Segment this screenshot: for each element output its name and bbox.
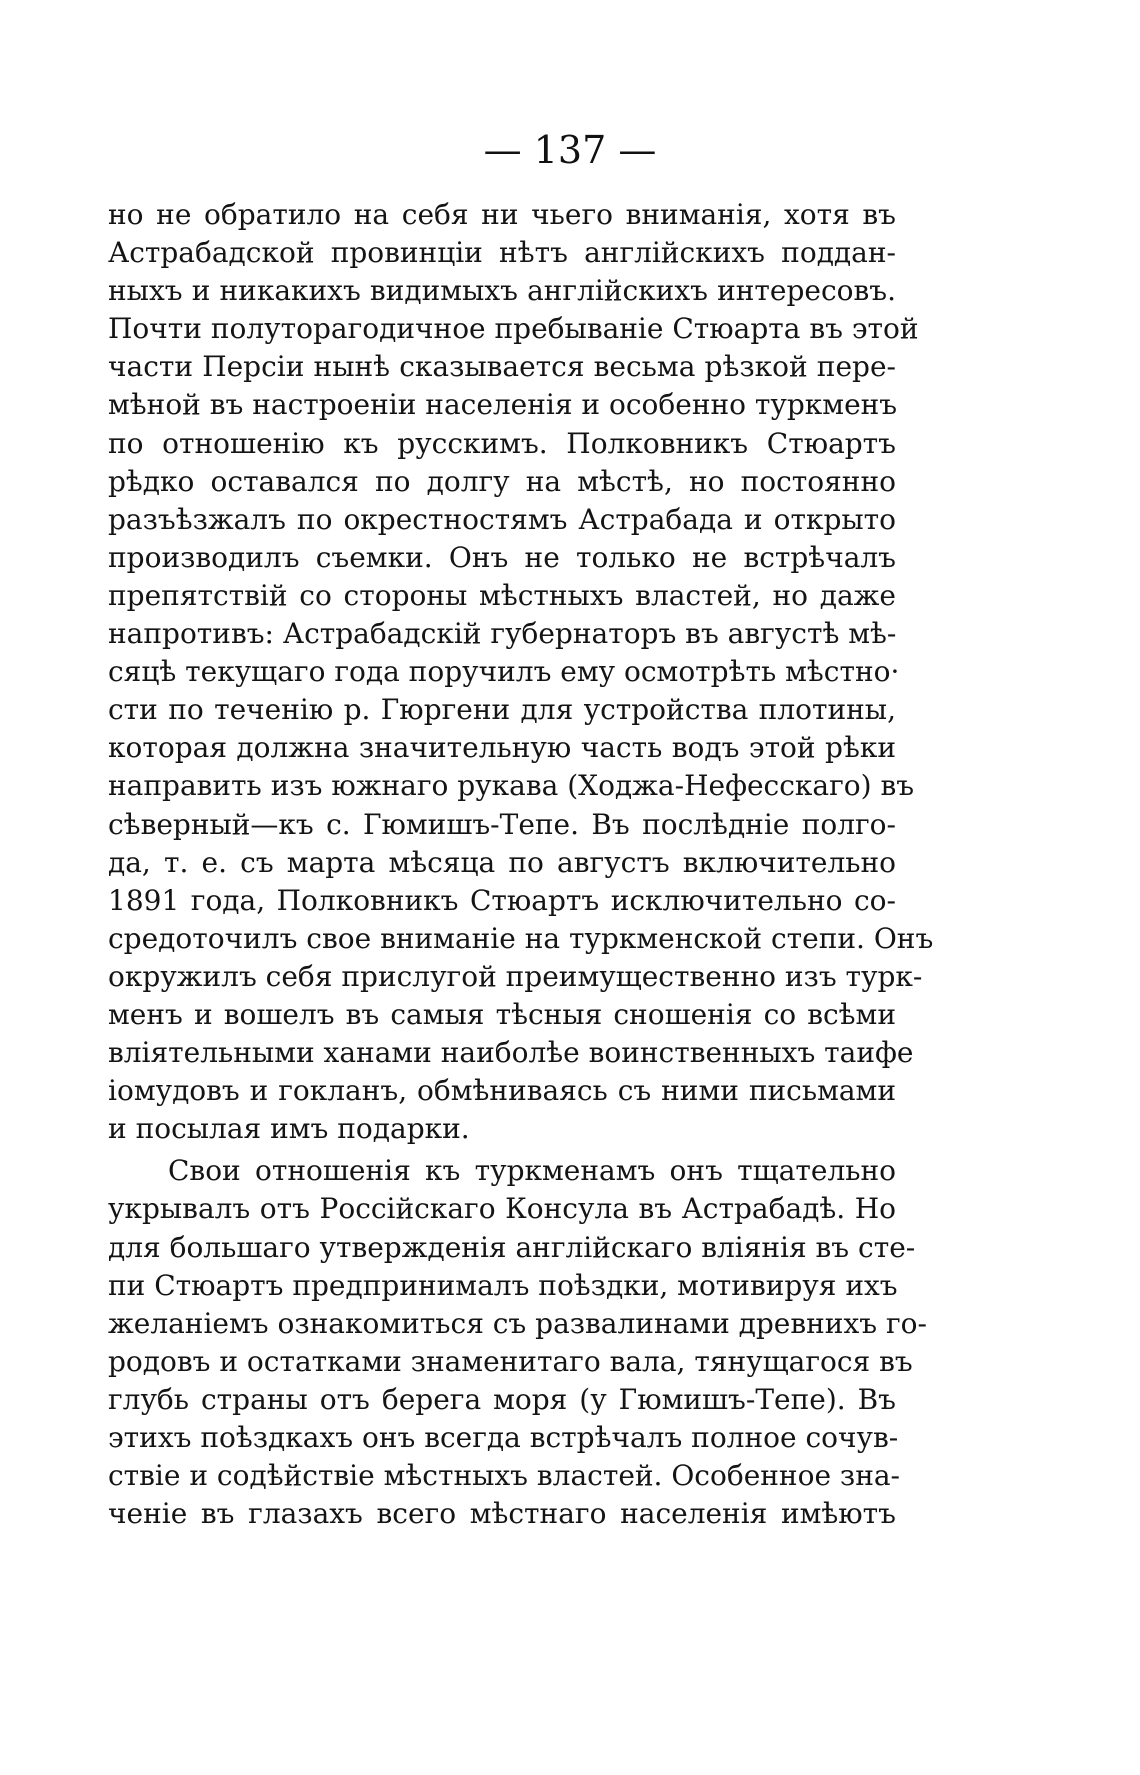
text-line: укрывалъ отъ Россійскаго Консула въ Астрабадѣ. Но [108, 1192, 896, 1226]
text-line: напротивъ: Астрабадскій губернаторъ въ августѣ мѣ- [108, 617, 897, 651]
text-line: но не обратило на себя ни чьего вниманія, хотя въ [108, 198, 896, 231]
text-line: да, т. е. съ марта мѣсяца по августъ включительно [108, 845, 896, 879]
text-line: іомудовъ и гокланъ, обмѣниваясь съ ними письмами [108, 1074, 896, 1108]
text-line: ныхъ и никакихъ видимыхъ англійскихъ интересовъ. [108, 274, 896, 308]
text-line: пи Стюартъ предпринималъ поѣздки, мотивируя ихъ [108, 1268, 898, 1302]
text-line: части Персіи нынѣ сказывается весьма рѣзкой пере- [108, 350, 896, 384]
text-line: окружилъ себя прислугой преимущественно изъ турк- [108, 959, 923, 993]
text-line: сти по теченію р. Гюргени для устройства плотины, [108, 693, 896, 727]
text-line: 1891 года, Полковникъ Стюартъ исключительно со- [108, 883, 896, 917]
text-line: Почти полуторагодичное пребываніе Стюарта въ этой [108, 312, 919, 346]
paragraph-start-line: Свои отношенія къ туркменамъ онъ тщательно [168, 1154, 896, 1188]
text-line: родовъ и остатками знаменитаго вала, тянущагося въ [108, 1344, 913, 1378]
text-line: препятствій со стороны мѣстныхъ властей, но даже [108, 578, 896, 612]
text-line: ствіе и содѣйствіе мѣстныхъ властей. Особенное зна- [108, 1459, 901, 1493]
text-line: по отношенію къ русскимъ. Полковникъ Стюартъ [108, 426, 896, 460]
text-line: сѣверный—къ с. Гюмишъ-Тепе. Въ послѣдніе полго- [108, 807, 896, 841]
text-line: вліятельными ханами наиболѣе воинственныхъ таифе [108, 1036, 914, 1070]
text-line: глубь страны отъ берега моря (у Гюмишъ-Тепе). Въ [108, 1382, 896, 1416]
text-line: для большаго утвержденія англійскаго вліянія въ сте- [108, 1230, 916, 1264]
text-line: менъ и вошелъ въ самыя тѣсныя сношенія со всѣми [108, 997, 896, 1031]
text-line: желаніемъ ознакомиться съ развалинами древнихъ го- [108, 1306, 927, 1340]
text-line: которая должна значительную часть водъ этой рѣки [108, 731, 896, 765]
text-line: Астрабадской провинціи нѣтъ англійскихъ поддан- [108, 236, 896, 270]
page-number: — 137 — [483, 128, 657, 172]
text-line: рѣдко оставался по долгу на мѣстѣ, но постоянно [108, 464, 896, 498]
text-line: направить изъ южнаго рукава (Ходжа-Нефесскаго) въ [108, 769, 915, 803]
text-line: производилъ съемки. Онъ не только не встрѣчалъ [108, 540, 896, 574]
paragraph-end-line: и посылая имъ подарки. [108, 1112, 470, 1146]
text-line: средоточилъ свое вниманіе на туркменской степи. Онъ [108, 921, 934, 955]
text-line: сяцѣ текущаго года поручилъ ему осмотрѣть мѣстно· [108, 655, 900, 689]
body-text [108, 196, 934, 1533]
text-line: ченіе въ глазахъ всего мѣстнаго населенія имѣютъ [108, 1497, 896, 1531]
text-line: этихъ поѣздкахъ онъ всегда встрѣчалъ полное сочув- [108, 1421, 899, 1454]
text-line: мѣной въ настроеніи населенія и особенно туркменъ [108, 388, 898, 422]
text-line: разъѣзжалъ по окрестностямъ Астрабада и открыто [108, 502, 896, 536]
